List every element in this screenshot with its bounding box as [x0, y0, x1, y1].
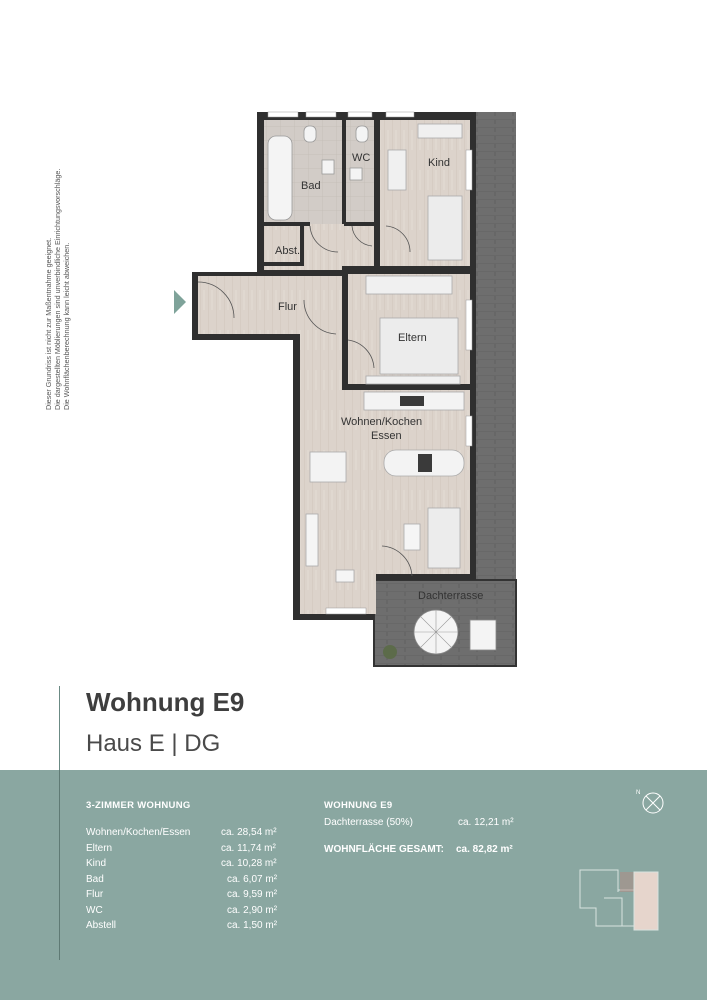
disclaimer — [20, 110, 71, 410]
room-label-bad: Bad — [301, 180, 321, 192]
left-row-label: Bad — [86, 874, 104, 885]
left-row-value: ca. 6,07 m² — [227, 874, 278, 885]
kind-bed — [428, 196, 462, 260]
disclaimer-line-3: Die Wohnflächenberechnung kann leicht abweichen. — [62, 242, 71, 410]
sofa — [428, 508, 460, 568]
room-label-wohnen-line-2: Essen — [371, 430, 402, 442]
left-row-value: ca. 2,90 m² — [227, 905, 278, 916]
room-label-flur: Flur — [278, 301, 297, 313]
disclaimer-line-2: Die dargestellten Möblierungen sind unverbindliche Einrichtungsvorschläge. — [53, 168, 62, 410]
compass-icon — [634, 786, 668, 820]
left-table-heading: 3-ZIMMER WOHNUNG — [86, 800, 191, 811]
room-label-eltern: Eltern — [398, 332, 427, 344]
left-row-label: WC — [86, 905, 103, 916]
room-label-kind: Kind — [428, 157, 451, 169]
left-row-value: ca. 9,59 m² — [227, 889, 278, 900]
page-title: Wohnung E9 — [86, 687, 245, 717]
left-row-value: ca. 11,74 m² — [221, 843, 276, 854]
left-row-label: Abstell — [86, 920, 117, 931]
right-row-value: ca. 12,21 m² — [458, 817, 514, 828]
plant — [383, 645, 397, 659]
title-rule-lower — [59, 770, 60, 960]
floor-plan — [160, 100, 530, 675]
disclaimer-line-1: Dieser Grundriss ist nicht zur Maßentnahme geeignet. — [44, 237, 53, 410]
room-label-dachterrasse: Dachterrasse — [418, 590, 484, 602]
site-plan-icon — [578, 868, 662, 934]
total-label: WOHNFLÄCHE GESAMT: — [324, 844, 444, 855]
left-row-label: Wohnen/Kochen/Essen — [86, 827, 191, 838]
right-table-heading: WOHNUNG E9 — [324, 800, 393, 811]
room-label-wc: WC — [352, 152, 371, 164]
left-row-label: Kind — [86, 858, 107, 869]
left-row-label: Eltern — [86, 843, 113, 854]
right-row-label: Dachterrasse (50%) — [324, 817, 413, 828]
left-row-value: ca. 28,54 m² — [221, 827, 277, 838]
room-label-abst: Abst. — [275, 245, 301, 257]
total-value: ca. 82,82 m² — [456, 844, 513, 855]
bathtub — [268, 136, 292, 220]
room-label-wohnen-line-1: Wohnen/Kochen — [341, 416, 423, 428]
terrace-strip — [476, 112, 516, 580]
left-row-value: ca. 10,28 m² — [221, 858, 277, 869]
page-subtitle: Haus E | DG — [86, 730, 221, 757]
left-row-label: Flur — [86, 889, 104, 900]
eltern-bed — [380, 318, 458, 374]
entrance-arrow-icon — [174, 290, 186, 314]
left-row-value: ca. 1,50 m² — [227, 920, 278, 931]
svg-text:N: N — [636, 790, 641, 796]
dining-table — [310, 452, 346, 482]
disclaimer-text — [44, 110, 71, 410]
